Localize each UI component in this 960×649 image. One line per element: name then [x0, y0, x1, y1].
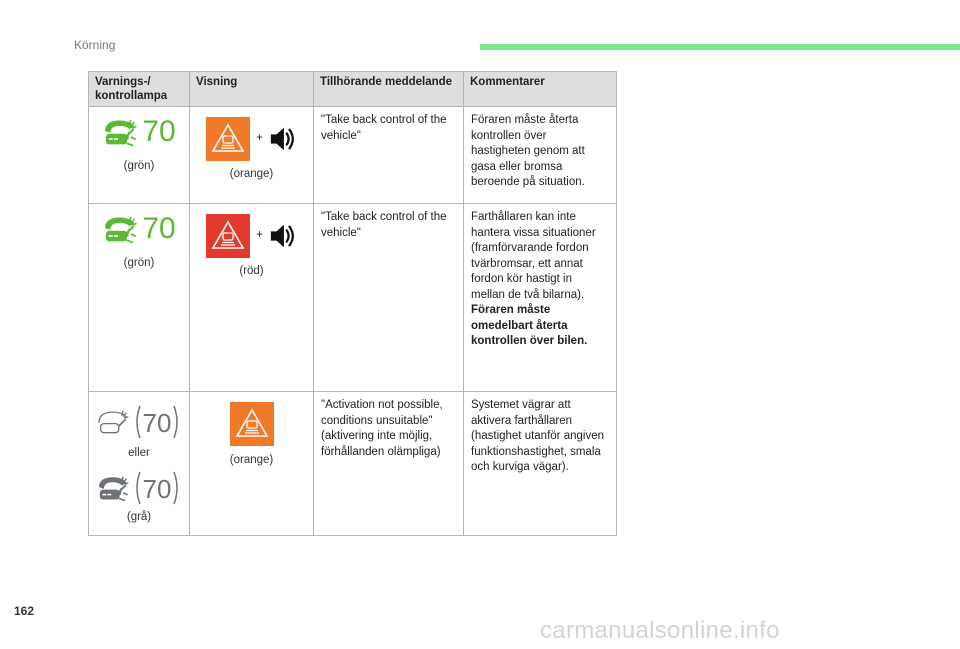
- speed-70-grey-icon: [132, 468, 182, 508]
- comment-text: Farthållaren kan inte hantera vissa situationer (framförvarande fordon tvärbromsar, ett annat fordon kör hastigt in mellan de två bilarna).: [471, 211, 596, 301]
- lamp-caption: (grön): [123, 257, 155, 269]
- cruise-control-green-icon: [102, 117, 138, 147]
- comment-cell: [464, 392, 617, 536]
- table-header-row: [89, 72, 617, 107]
- message-cell: "Take back control of the vehicle": [314, 204, 464, 392]
- sound-icon: [269, 221, 297, 251]
- table-row: [89, 392, 617, 536]
- display-caption: (orange): [229, 168, 274, 180]
- lamp-cell: [89, 107, 190, 204]
- plus-sign: +: [256, 229, 263, 242]
- display-caption: (orange): [229, 454, 274, 466]
- cruise-control-outline-icon: [96, 408, 130, 436]
- lamp-caption: (grön): [123, 160, 155, 172]
- comment-cell: [464, 204, 617, 392]
- table-row: [89, 107, 617, 204]
- cruise-control-grey-icon: [96, 474, 130, 502]
- comment-cell: [464, 107, 617, 204]
- section-color-bar: [480, 44, 960, 50]
- sound-icon: [269, 124, 297, 154]
- display-cell: [190, 107, 314, 204]
- lamp-speed: 70: [142, 212, 176, 245]
- column-header-comments: Kommentarer: [464, 72, 617, 107]
- lamp-speed-alt: 70: [142, 473, 172, 504]
- lamp-caption: (grå): [126, 510, 152, 523]
- column-header-message: Tillhörande meddelande: [314, 72, 464, 107]
- lamp-speed: 70: [142, 408, 172, 438]
- display-cell: [190, 204, 314, 392]
- watermark: carmanualsonline.info: [540, 617, 780, 644]
- plus-sign: +: [256, 132, 263, 145]
- speed-70-outline-icon: [132, 402, 182, 442]
- cruise-control-green-icon: [102, 214, 138, 244]
- comment-text: Systemet vägrar att aktivera farthållaren (hastighet utanför angiven funktionshastighet, smala och kurviga vägar).: [471, 399, 604, 473]
- comment-text: Föraren måste återta kontrollen över hastigheten genom att gasa eller bromsa beroende på situation.: [471, 114, 585, 188]
- page-number: 162: [14, 604, 35, 618]
- message-cell: "Take back control of the vehicle": [314, 107, 464, 204]
- display-cell: [190, 392, 314, 536]
- column-header-lamp: Varnings-/ kontrollampa: [89, 72, 190, 107]
- comment-bold-text: Föraren måste omedelbart återta kontrollen över bilen.: [471, 304, 588, 347]
- display-caption: (röd): [239, 265, 264, 277]
- message-cell: "Activation not possible, conditions unsuitable" (aktivering inte möjlig, förhållanden olämpliga): [314, 392, 464, 536]
- lamp-cell: [89, 204, 190, 392]
- warning-lamp-table: [88, 71, 617, 536]
- column-header-display: Visning: [190, 72, 314, 107]
- table-row: [89, 204, 617, 392]
- driver-attention-red-icon: [206, 214, 250, 258]
- driver-attention-orange-icon: [206, 117, 250, 161]
- or-label: eller: [128, 447, 150, 459]
- lamp-cell: [89, 392, 190, 536]
- section-title: Körning: [74, 38, 116, 52]
- lamp-speed: 70: [142, 115, 176, 148]
- driver-attention-orange-icon: [230, 402, 274, 446]
